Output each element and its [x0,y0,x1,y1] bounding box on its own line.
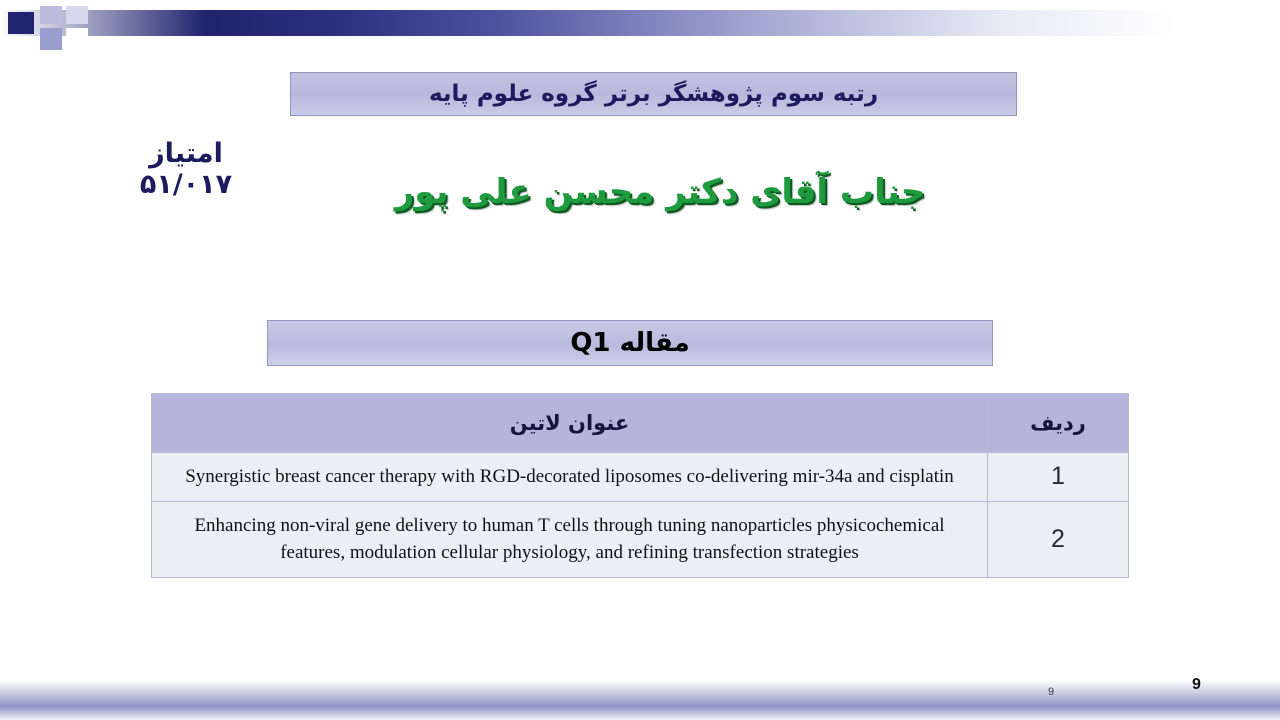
score-value: ۵۱/۰۱۷ [139,169,233,201]
section-title: مقاله Q1 [570,328,690,358]
cell-paper-title: Synergistic breast cancer therapy with RGD-decorated liposomes co-delivering mir-34a and cisplatin [152,453,988,502]
band-square-4 [40,28,62,50]
table-row [152,501,1129,577]
top-decorative-band [0,0,1280,46]
table-row [152,453,1129,502]
band-square-1 [8,12,34,34]
table-body [152,453,1129,578]
papers-table [151,393,1129,578]
band-square-5 [66,28,88,50]
cell-row-number: 1 [988,453,1129,502]
cell-paper-title: Enhancing non-viral gene delivery to human T cells through tuning nanoparticles physicochemical features, modulation cellular physiology, and refining transfection strategies [152,501,988,577]
column-header-latin-title: عنوان لاتین [152,394,988,453]
column-header-row-number: ردیف [988,394,1129,453]
page-number-large: 9 [1192,676,1201,693]
band-square-2 [40,6,62,24]
band-gradient-bar [0,10,1280,36]
table-header-row [152,394,1129,453]
researcher-name: جناب آقای دکتر محسن علی پور [394,172,926,212]
page-number-small: 9 [1048,686,1055,698]
bottom-decorative-band [0,680,1280,720]
cell-row-number: 2 [988,501,1129,577]
section-title-plate [267,320,993,366]
page-title: رتبه سوم پژوهشگر برتر گروه علوم پایه [428,81,879,107]
band-square-3 [66,6,88,24]
table-head [152,394,1129,453]
score-block [96,138,276,200]
slide-title-plate [290,72,1017,116]
score-label: امتیاز [149,138,223,169]
